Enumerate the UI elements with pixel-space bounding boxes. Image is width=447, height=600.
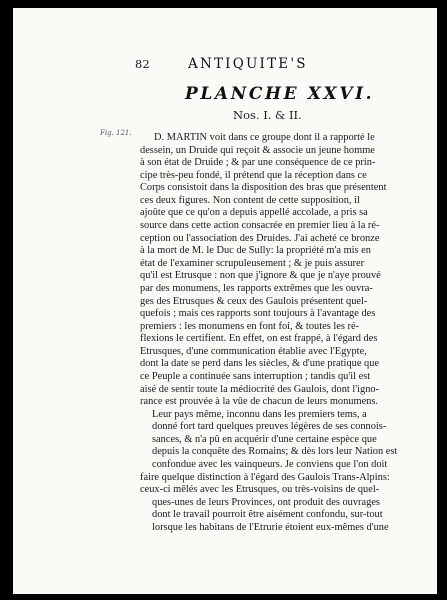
text-line: faire quelque distinction à l'égard des Gaulois Trans-Alpins:	[140, 471, 390, 483]
text-line: premiers : les monumens en font foi, & toutes les ré-	[140, 320, 360, 332]
text-line: par des monumens, les rapports extrêmes que les ouvra-	[140, 282, 373, 294]
text-line: quefois ; mais ces rapports sont toujours à l'avantage des	[140, 308, 376, 320]
text-line: qu'il est Etrusque : non que j'ignore & que je n'aye prouvé	[140, 270, 381, 282]
text-line: dont la date se perd dans les siècles, & d'une pratique que	[140, 358, 380, 370]
text-line: ajoûte que ce qu'on a depuis appellé accolade, a pris sa	[140, 207, 368, 219]
text-line: sances, & n'a pû en acquérir d'une certaine espèce que	[152, 433, 377, 445]
text-line: à son état de Druide ; & par une conséquence de ce prin-	[140, 157, 376, 169]
page-number: 82	[135, 57, 150, 71]
text-line: source dans cette action consacrée en premier lieu à la ré-	[140, 220, 380, 232]
text-line: cipe très-peu fondé, il prétend que la réception dans ce	[140, 169, 367, 181]
text-line: aisé de sentir toute la médiocrité des Gaulois, dont l'igno-	[140, 383, 380, 395]
text-line: à la mort de M. le Duc de Sully: la propriété m'a mis en	[140, 245, 371, 257]
text-line: ges des Etrusques & ceux des Gaulois présentent quel-	[140, 295, 368, 307]
body-text	[140, 132, 398, 535]
text-line: Etrusques, d'une communication établie avec l'Egypte,	[140, 345, 367, 357]
text-line: rance est prouvée à la vûe de chacun de leurs monumens.	[140, 396, 379, 408]
text-line: dessein, un Druide qui reçoit & associe un jeune homme	[140, 144, 375, 156]
text-line: ceux-ci mêlés avec les Etrusques, ou très-voisins de quel-	[140, 484, 380, 496]
figure-numbers: Nos. I. & II.	[233, 108, 302, 122]
book-page	[13, 8, 437, 594]
text-line: Leur pays même, inconnu dans les premiers tems, a	[152, 408, 367, 420]
text-line: Corps consistoit dans la disposition des bras que présentent	[140, 182, 387, 194]
text-line: donné fort tard quelques preuves légères de ses connois-	[152, 421, 387, 433]
text-line: lorsque les habitans de l'Etrurie étoient eux-mêmes d'une	[152, 521, 389, 533]
plate-title: PLANCHE XXVI.	[185, 84, 375, 104]
text-line: dont le travail pourroit être aisément confondu, sur-tout	[152, 509, 383, 521]
text-line: ces deux figures. Non content de cette supposition, il	[140, 194, 360, 206]
text-line: état de l'examiner scrupuleusement ; & je puis assurer	[140, 257, 365, 269]
text-line: ception ou l'association des Druides. J'ai acheté ce bronze	[140, 232, 380, 244]
running-head: ANTIQUITE'S	[188, 56, 308, 72]
text-line: flexions le certifient. En effet, on est frappé, à l'égard des	[140, 333, 378, 345]
text-line: ques-unes de leurs Provinces, ont produit des ouvrages	[152, 496, 380, 508]
margin-note: Fig. 121.	[100, 129, 132, 137]
text-line: ce Peuple a continuée sans interruption ; tandis qu'il est	[140, 370, 371, 382]
text-line: D. MARTIN voit dans ce groupe dont il a rapporté le	[154, 132, 375, 143]
text-line: depuis la conquête des Romains; & dès lors leur Nation est	[152, 446, 398, 458]
text-line: confondue avec les vainqueurs. Je conviens que l'on doit	[152, 459, 388, 471]
